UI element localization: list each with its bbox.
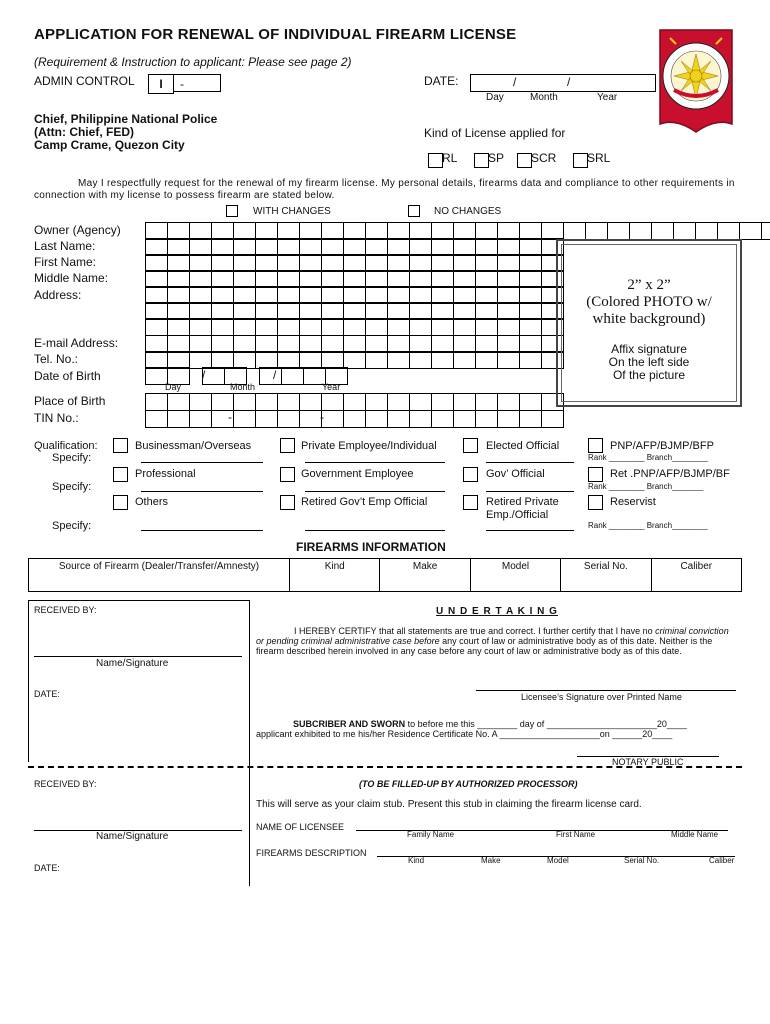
dob-year-caption: Year (322, 382, 341, 392)
qual-businessman-label: Businessman/Overseas (135, 440, 252, 452)
char-box[interactable] (475, 393, 498, 411)
qual-retired-private-checkbox[interactable] (463, 495, 478, 510)
addressee-line-3: Camp Crame, Quezon City (34, 138, 185, 152)
signature-instructions (556, 343, 742, 382)
dob-label: Date of Birth (34, 369, 101, 383)
license-scr-checkbox[interactable] (517, 153, 532, 168)
char-box[interactable] (145, 318, 168, 336)
dob-month-caption: Month (230, 382, 256, 392)
char-box[interactable] (299, 410, 322, 428)
char-box[interactable] (541, 410, 564, 428)
firearms-col-make[interactable]: Make (380, 559, 470, 592)
char-box[interactable] (563, 222, 586, 240)
addressee-line-1: Chief, Philippine National Police (34, 112, 218, 126)
photo-instructions (556, 277, 742, 328)
received-by-label: RECEIVED BY: (34, 605, 97, 615)
char-box[interactable] (475, 351, 498, 369)
undertaking-heading: U N D E R T A K I N G (436, 606, 558, 617)
char-box[interactable] (365, 351, 388, 369)
char-box[interactable] (739, 222, 762, 240)
sworn-text: to before me this ________ day of ______________________20____ (405, 719, 687, 729)
section-divider (249, 600, 250, 886)
license-kind-label: Kind of License applied for (424, 126, 566, 140)
sworn-bold: SUBCRIBER AND SWORN (293, 719, 406, 729)
char-box[interactable] (409, 318, 432, 336)
rank-branch[interactable]: Rank ________ Branch________ (588, 453, 708, 462)
char-box[interactable] (409, 351, 432, 369)
qual-retired-gov-checkbox[interactable] (280, 495, 295, 510)
date-day-caption: Day (486, 92, 504, 103)
pnp-seal-logo (656, 24, 736, 136)
qual-ret-pnp-checkbox[interactable] (588, 467, 603, 482)
stub-model-caption: Model (547, 856, 569, 865)
firearms-heading: FIREARMS INFORMATION (296, 540, 446, 554)
firearms-table (28, 558, 742, 592)
firearms-col-serial[interactable]: Serial No. (561, 559, 651, 592)
specify-line[interactable] (305, 530, 445, 531)
address-label: Address: (34, 288, 82, 302)
specify-label: Specify: (52, 481, 92, 493)
pob-label: Place of Birth (34, 394, 106, 408)
char-box[interactable] (387, 393, 410, 411)
char-box[interactable] (453, 410, 476, 428)
char-box[interactable] (453, 318, 476, 336)
char-box[interactable] (145, 393, 168, 411)
received-name-signature: Name/Signature (96, 658, 169, 669)
tin-dash: - (320, 410, 324, 424)
notary-public-label: NOTARY PUBLIC (612, 757, 684, 767)
qual-professional-label: Professional (135, 468, 196, 480)
char-box[interactable] (255, 318, 278, 336)
admin-control-box-1[interactable]: I (148, 74, 174, 94)
rank-branch[interactable]: Rank ________ Branch________ (588, 521, 708, 530)
char-box[interactable] (497, 393, 520, 411)
tin-dash: - (228, 410, 232, 424)
middle-name-label: Middle Name: (34, 271, 109, 285)
form-title: APPLICATION FOR RENEWAL OF INDIVIDUAL FIREARM LICENSE (34, 26, 517, 43)
char-box[interactable] (431, 351, 454, 369)
with-changes-checkbox[interactable] (226, 205, 238, 217)
char-box[interactable] (519, 410, 542, 428)
char-box[interactable] (277, 410, 300, 428)
sig-line-1: Affix signature (611, 342, 687, 356)
qualification-label: Qualification: (34, 440, 98, 452)
licensee-signature-caption: Licensee’s Signature over Printed Name (521, 692, 682, 702)
form-subtitle: (Requirement & Instruction to applicant: Please see page 2) (34, 55, 352, 69)
qual-professional-checkbox[interactable] (113, 467, 128, 482)
qual-private-employee-label: Private Employee/Individual (301, 440, 437, 452)
qual-reservist-label: Reservist (610, 496, 656, 508)
sworn-line-2: applicant exhibited to me his/her Residence Certificate No. A ____________________on ______20____ (256, 729, 673, 739)
qual-ret-pnp-label: Ret .PNP/AFP/BJMP/BF (610, 468, 730, 480)
char-box[interactable] (202, 367, 225, 385)
specify-line[interactable] (486, 530, 574, 531)
qual-elected-official-label: Elected Official (486, 440, 560, 452)
address-boxes[interactable] (146, 318, 564, 336)
stub-heading: (TO BE FILLED-UP BY AUTHORIZED PROCESSOR) (359, 779, 578, 789)
stub-name-signature: Name/Signature (96, 831, 169, 842)
char-box[interactable] (365, 410, 388, 428)
stub-name-label: NAME OF LICENSEE (256, 822, 345, 832)
stub-received-by-label: RECEIVED BY: (34, 779, 97, 789)
received-date-label: DATE: (34, 689, 60, 699)
received-top-border (28, 600, 250, 601)
qual-reservist-checkbox[interactable] (588, 495, 603, 510)
sig-line-2: On the left side (608, 355, 690, 369)
last-name-label: Last Name: (34, 239, 96, 253)
tel-label: Tel. No.: (34, 352, 79, 366)
specify-label: Specify: (52, 452, 92, 464)
char-box[interactable] (281, 367, 304, 385)
stub-instructions: This will serve as your claim stub. Present this stub in claiming the firearm license card. (256, 799, 642, 810)
char-box[interactable] (321, 318, 344, 336)
char-box[interactable] (673, 222, 696, 240)
qual-others-checkbox[interactable] (113, 495, 128, 510)
char-box[interactable] (475, 410, 498, 428)
qual-pnp-checkbox[interactable] (588, 438, 603, 453)
stub-caliber-caption: Caliber (709, 856, 735, 865)
undertaking-body (256, 626, 738, 656)
char-box[interactable] (497, 318, 520, 336)
qual-private-employee-checkbox[interactable] (280, 438, 295, 453)
char-box[interactable] (585, 222, 608, 240)
char-box[interactable] (299, 393, 322, 411)
date-label: DATE: (424, 74, 459, 88)
qual-businessman-checkbox[interactable] (113, 438, 128, 453)
char-box[interactable] (211, 318, 234, 336)
date-field[interactable] (470, 74, 656, 92)
char-box[interactable] (255, 393, 278, 411)
owner-label: Owner (Agency) (34, 223, 121, 237)
qual-others-label: Others (135, 496, 169, 508)
sig-line-3: Of the picture (612, 368, 686, 382)
date-month-caption: Month (530, 92, 558, 103)
char-box[interactable] (519, 351, 542, 369)
char-box[interactable] (607, 222, 630, 240)
char-box[interactable] (145, 410, 168, 428)
char-box[interactable] (453, 393, 476, 411)
char-box[interactable] (299, 318, 322, 336)
char-box[interactable] (475, 318, 498, 336)
char-box[interactable] (453, 351, 476, 369)
photo-background: white background) (592, 311, 706, 327)
stub-make-caption: Make (481, 856, 501, 865)
char-box[interactable] (519, 318, 542, 336)
char-box[interactable] (189, 318, 212, 336)
pob-boxes[interactable] (146, 393, 564, 411)
qual-gov-employee-checkbox[interactable] (280, 467, 295, 482)
first-name-label: First Name: (34, 255, 97, 269)
char-box[interactable] (629, 222, 652, 240)
firearms-col-caliber[interactable]: Caliber (651, 559, 741, 592)
char-box[interactable] (717, 222, 740, 240)
specify-line[interactable] (305, 462, 445, 463)
char-box[interactable] (519, 393, 542, 411)
char-box[interactable] (211, 393, 234, 411)
qual-gov-official-checkbox[interactable] (463, 467, 478, 482)
license-rl-checkbox[interactable] (428, 153, 443, 168)
no-changes-checkbox[interactable] (408, 205, 420, 217)
rank-branch[interactable]: Rank ________ Branch_______ (588, 482, 704, 491)
received-left-border (28, 600, 29, 762)
char-box[interactable] (409, 410, 432, 428)
char-box[interactable] (651, 222, 674, 240)
qual-gov-official-label: Gov’ Official (486, 468, 545, 480)
specify-line[interactable] (141, 491, 263, 492)
char-box[interactable] (167, 410, 190, 428)
received-signature-line[interactable] (34, 656, 242, 657)
admin-control-box-2[interactable]: - (173, 74, 221, 92)
stub-serial-caption: Serial No. (624, 856, 660, 865)
char-box[interactable] (497, 410, 520, 428)
addressee-line-2: (Attn: Chief, FED) (34, 125, 134, 139)
char-box[interactable] (167, 318, 190, 336)
char-box[interactable] (431, 410, 454, 428)
char-box[interactable] (246, 367, 260, 383)
char-box[interactable] (387, 351, 410, 369)
stub-date-label: DATE: (34, 863, 60, 873)
qual-retired-private-label: Retired Private (486, 496, 559, 508)
char-box[interactable] (343, 318, 366, 336)
char-box[interactable] (431, 393, 454, 411)
stub-middle-caption: Middle Name (671, 830, 719, 839)
license-srl-checkbox[interactable] (573, 153, 588, 168)
char-box[interactable] (761, 222, 770, 240)
qual-retired-gov-label: Retired Gov’t Emp Official (301, 496, 428, 508)
char-box[interactable] (365, 318, 388, 336)
char-box[interactable] (343, 393, 366, 411)
date-year-caption: Year (597, 92, 618, 103)
char-box[interactable] (343, 410, 366, 428)
stub-firearms-desc-label: FIREARMS DESCRIPTION (256, 848, 367, 858)
char-box[interactable] (277, 393, 300, 411)
no-changes-label: NO CHANGES (434, 206, 502, 217)
cut-line (28, 766, 742, 768)
license-sp-label: SP (488, 151, 505, 165)
char-box[interactable] (695, 222, 718, 240)
specify-line[interactable] (141, 530, 263, 531)
license-sp-checkbox[interactable] (474, 153, 489, 168)
licensee-signature-line[interactable] (476, 690, 736, 691)
dob-sep: / (273, 368, 277, 382)
char-box[interactable] (277, 318, 300, 336)
stub-kind-caption: Kind (408, 856, 425, 865)
char-box[interactable] (409, 393, 432, 411)
photo-colored: (Colored PHOTO w/ (586, 294, 712, 310)
date-sep: / (567, 75, 571, 89)
char-box[interactable] (259, 367, 282, 385)
qual-gov-employee-label: Government Employee (301, 468, 414, 480)
specify-line[interactable] (486, 491, 574, 492)
firearms-col-model[interactable]: Model (470, 559, 560, 592)
char-box[interactable] (255, 410, 278, 428)
char-box[interactable] (365, 393, 388, 411)
admin-control-label: ADMIN CONTROL (34, 74, 135, 88)
undertaking-body-italic: criminal conviction or pending criminal administrative case before (256, 626, 729, 646)
char-box[interactable] (387, 318, 410, 336)
specify-line[interactable] (486, 462, 574, 463)
char-box[interactable] (233, 318, 256, 336)
qual-retired-private-label-2: Emp./Official (486, 509, 549, 521)
char-box[interactable] (189, 410, 212, 428)
char-box[interactable] (431, 318, 454, 336)
date-sep: / (513, 75, 517, 89)
specify-label: Specify: (52, 520, 92, 532)
char-box[interactable] (167, 393, 190, 411)
char-box[interactable] (321, 410, 344, 428)
tin-label: TIN No.: (34, 411, 79, 425)
request-paragraph: May I respectfully request for the renewal of my firearm license. My personal details, firearms data and compliance to other requirements in connection with my license to possess firearm are stated below. (34, 178, 735, 201)
stub-first-caption: First Name (556, 830, 596, 839)
license-scr-label: SCR (531, 151, 557, 165)
char-box[interactable] (189, 393, 212, 411)
tin-boxes[interactable] (146, 410, 564, 428)
char-box[interactable] (497, 351, 520, 369)
sworn-line-1 (293, 719, 687, 729)
specify-line[interactable] (141, 462, 263, 463)
undertaking-body-2: any court of law or administrative body as of this date. Neither is the firearm described herein involved in any case before any court of law or administrative body as of this date. (256, 636, 713, 656)
char-box[interactable] (233, 393, 256, 411)
email-label: E-mail Address: (34, 336, 119, 350)
with-changes-label: WITH CHANGES (253, 206, 331, 217)
char-box[interactable] (387, 410, 410, 428)
dob-day-caption: Day (165, 382, 182, 392)
license-srl-label: SRL (587, 151, 611, 165)
firearms-col-source[interactable]: Source of Firearm (Dealer/Transfer/Amnesty) (29, 559, 290, 592)
char-box[interactable] (189, 367, 206, 383)
char-box[interactable] (321, 393, 344, 411)
undertaking-body-1: I HEREBY CERTIFY that all statements are true and correct. I further certify that I have no (294, 626, 656, 636)
stub-family-caption: Family Name (407, 830, 455, 839)
license-rl-label: RL (442, 151, 458, 165)
dob-sep: / (202, 368, 206, 382)
qual-pnp-label: PNP/AFP/BJMP/BFP (610, 440, 714, 452)
specify-line[interactable] (305, 491, 445, 492)
photo-size: 2” x 2” (627, 277, 671, 293)
char-box[interactable] (233, 410, 256, 428)
firearms-col-kind[interactable]: Kind (290, 559, 380, 592)
qual-elected-official-checkbox[interactable] (463, 438, 478, 453)
